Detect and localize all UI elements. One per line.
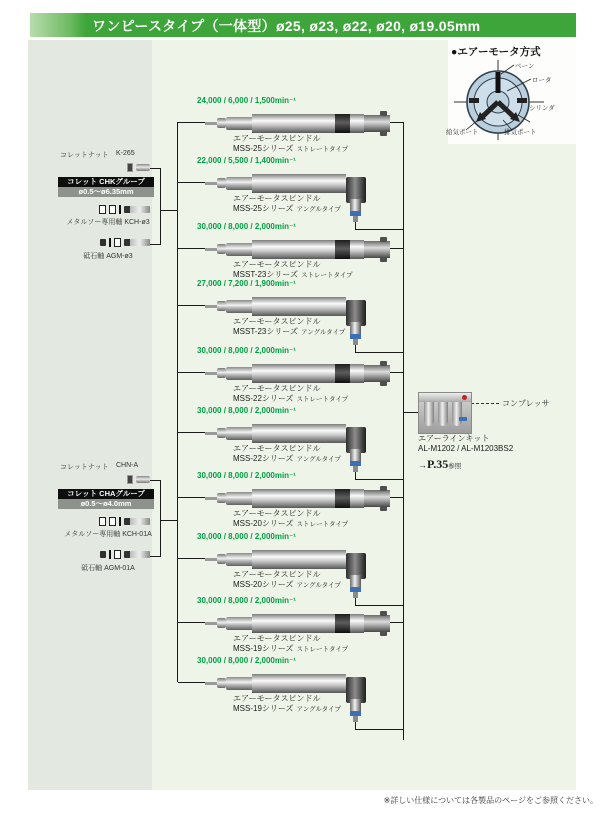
spindle-type-label: ストレートタイプ — [300, 272, 353, 279]
spindle-image-straight — [205, 611, 390, 635]
spindle-product-name: エアーモータスピンドル — [233, 384, 321, 393]
collet-group-name-bar: コレット CHAグループ — [58, 489, 154, 499]
spindle-speed-spec: 27,000 / 7,200 / 1,900min⁻¹ — [197, 279, 296, 288]
spindle-image-angle — [205, 421, 366, 445]
spindle-product-name: エアーモータスピンドル — [233, 634, 321, 643]
air-motor-title: ●エアーモータ方式 — [451, 46, 541, 58]
spindle-image-straight — [205, 237, 390, 261]
spindle-product-name: エアーモータスピンドル — [233, 444, 321, 453]
spindle-product-name: エアーモータスピンドル — [233, 694, 321, 703]
spindle-product-name: エアーモータスピンドル — [233, 194, 321, 203]
spindle-label — [233, 194, 341, 214]
connector-line — [355, 479, 403, 480]
connector-line — [178, 182, 205, 183]
spindle-label — [233, 260, 353, 280]
connector-line — [403, 412, 419, 413]
spindle-image-angle — [205, 547, 366, 571]
spindle-image-angle — [205, 671, 366, 695]
collet-range-bar: ø0.5～ø6.35mm — [58, 187, 154, 197]
spindle-product-name: エアーモータスピンドル — [233, 260, 321, 269]
spindle-product-name: エアーモータスピンドル — [233, 570, 321, 579]
spindle-speed-spec: 30,000 / 8,000 / 2,000min⁻¹ — [197, 406, 296, 415]
spindle-type-label: ストレートタイプ — [296, 521, 349, 528]
gauge-dot — [462, 395, 467, 400]
connector-line — [160, 520, 178, 521]
spindle-label — [233, 134, 348, 154]
spindle-series: MSS-20シリーズ — [233, 580, 294, 589]
spindle-image-angle — [205, 294, 366, 318]
spindle-label — [233, 694, 341, 714]
metal-saw-arbor-label: メタルソー専用軸 — [64, 531, 121, 538]
footnote: ※詳しい仕様については各製品のページをご参照ください。 — [383, 796, 598, 805]
spindle-type-label: アングルタイプ — [296, 456, 341, 463]
spindle-speed-spec: 30,000 / 8,000 / 2,000min⁻¹ — [197, 596, 296, 605]
intake-port-label: 給気ポート — [446, 129, 479, 136]
grinding-wheel-arbor-label: 砥石軸 — [81, 565, 103, 572]
compressor-label: コンプレッサ — [502, 399, 550, 408]
collet-nut-image — [127, 475, 150, 484]
page-title: ワンピースタイプ（一体型）ø25, ø23, ø22, ø20, ø19.05mm — [92, 18, 481, 34]
metal-saw-arbor-model: KCH-01A — [122, 531, 152, 538]
connector-line — [403, 122, 404, 740]
spindle-series: MSS-25シリーズ — [233, 204, 294, 213]
connector-line — [355, 729, 403, 730]
spindle-series: MSST-23シリーズ — [233, 270, 298, 279]
page-reference: →P.35参照 — [418, 456, 462, 471]
spindle-series: MSS-22シリーズ — [233, 454, 294, 463]
connector-line — [160, 168, 161, 245]
connector-line — [178, 305, 205, 306]
spindle-series: MSS-19シリーズ — [233, 644, 294, 653]
airline-kit-name: エアーラインキット — [418, 434, 490, 443]
airline-kit-models: AL-M1202 / AL-M1203BS2 — [418, 444, 514, 454]
spindle-speed-spec: 30,000 / 8,000 / 2,000min⁻¹ — [197, 471, 296, 480]
connector-line — [178, 558, 205, 559]
collet-group-name-bar: コレット CHKグループ — [58, 177, 154, 187]
angle-head — [346, 427, 366, 453]
spindle-speed-spec: 22,000 / 5,500 / 1,400min⁻¹ — [197, 156, 296, 165]
vane-label: ベーン — [515, 63, 535, 70]
spindle-label — [233, 509, 348, 529]
spindle-product-name: エアーモータスピンドル — [233, 509, 321, 518]
spindle-speed-spec: 30,000 / 8,000 / 2,000min⁻¹ — [197, 532, 296, 541]
connector-line — [355, 352, 403, 353]
spindle-speed-spec: 30,000 / 8,000 / 2,000min⁻¹ — [197, 222, 296, 231]
rotor-label: ロータ — [532, 77, 552, 84]
spindle-product-name: エアーモータスピンドル — [233, 317, 321, 326]
angle-head — [346, 177, 366, 203]
angle-head — [346, 677, 366, 703]
airline-kit-text — [418, 434, 513, 472]
spindle-speed-spec: 24,000 / 6,000 / 1,500min⁻¹ — [197, 96, 296, 105]
spindle-image-straight — [205, 361, 390, 385]
spindle-series: MSS-20シリーズ — [233, 519, 294, 528]
grinding-wheel-arbor-label: 砥石軸 — [83, 253, 105, 260]
spindle-speed-spec: 30,000 / 8,000 / 2,000min⁻¹ — [197, 656, 296, 665]
metal-saw-arbor-image — [99, 517, 150, 526]
label-strip — [459, 417, 467, 421]
spindle-image-straight — [205, 486, 390, 510]
spindle-label — [233, 317, 345, 337]
collet-nut-label: コレットナット — [60, 464, 109, 471]
spindle-product-name: エアーモータスピンドル — [233, 134, 321, 143]
spindle-label — [233, 634, 348, 654]
connector-line — [355, 605, 403, 606]
spindle-series: MSS-22シリーズ — [233, 394, 294, 403]
spindle-type-label: ストレートタイプ — [296, 646, 349, 653]
collet-nut-image — [127, 163, 150, 172]
angle-head — [346, 300, 366, 326]
grinding-wheel-arbor-image — [100, 550, 150, 559]
connector-line — [160, 210, 178, 211]
cylinder-label: シリンダ — [529, 105, 555, 112]
metal-saw-arbor-model: KCH-ø3 — [124, 219, 150, 226]
spindle-label — [233, 444, 341, 464]
spindle-image-straight — [205, 111, 390, 135]
spindle-series: MSS-19シリーズ — [233, 704, 294, 713]
spindle-type-label: アングルタイプ — [296, 206, 341, 213]
connector-line — [178, 682, 205, 683]
spindle-image-angle — [205, 171, 366, 195]
spindle-label — [233, 384, 348, 404]
spindle-series: MSST-23シリーズ — [233, 327, 298, 336]
grinding-wheel-arbor-model: AGM-ø3 — [106, 253, 133, 260]
collet-nut-label: コレットナット — [60, 152, 109, 159]
spindle-series: MSS-25シリーズ — [233, 144, 294, 153]
collet-range-bar: ø0.5～ø4.0mm — [58, 499, 154, 509]
metal-saw-arbor-label: メタルソー専用軸 — [66, 219, 123, 226]
spindle-type-label: アングルタイプ — [296, 582, 341, 589]
spindle-type-label: ストレートタイプ — [296, 396, 349, 403]
airline-kit-image — [418, 392, 472, 434]
spindle-type-label: アングルタイプ — [296, 706, 341, 713]
compressor-leader-line — [471, 403, 499, 404]
connector-line — [177, 122, 178, 682]
collet-nut-model: K-265 — [116, 150, 135, 157]
page-header — [30, 13, 576, 37]
grinding-wheel-arbor-model: AGM-01A — [104, 565, 135, 572]
spindle-type-label: アングルタイプ — [300, 329, 346, 336]
connector-line — [178, 432, 205, 433]
angle-head — [346, 553, 366, 579]
arrow-icon: → — [418, 459, 427, 470]
connector-line — [160, 480, 161, 557]
connector-line — [355, 229, 403, 230]
spindle-label — [233, 570, 341, 590]
metal-saw-arbor-image — [99, 205, 150, 214]
grinding-wheel-arbor-image — [100, 238, 150, 247]
exhaust-port-label: 排気ポート — [504, 129, 537, 136]
air-motor-section — [448, 40, 576, 144]
spindle-speed-spec: 30,000 / 8,000 / 2,000min⁻¹ — [197, 346, 296, 355]
spindle-type-label: ストレートタイプ — [296, 146, 349, 153]
header-accent — [30, 13, 86, 37]
collet-nut-model: CHN-A — [116, 462, 139, 469]
